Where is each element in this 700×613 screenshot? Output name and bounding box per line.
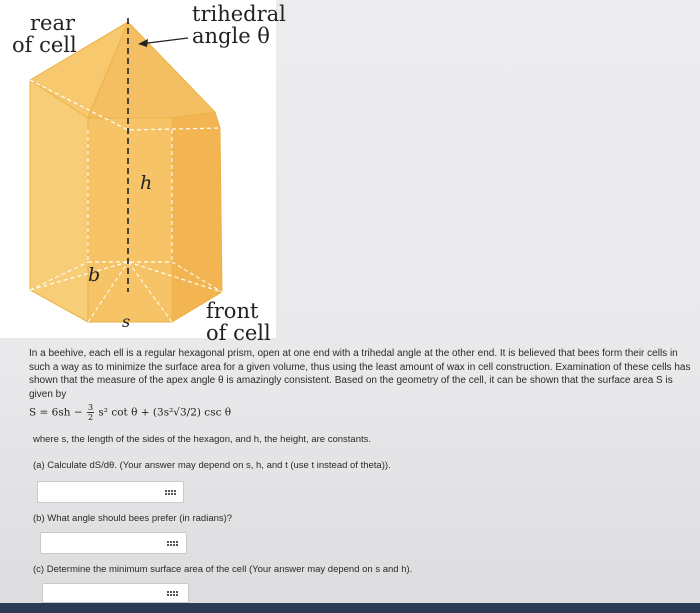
trihedral-label-line1: trihedral — [192, 2, 286, 26]
front-label-line2: of cell — [206, 321, 271, 345]
fraction-numerator: 3 — [87, 403, 94, 412]
keyboard-icon[interactable] — [167, 539, 179, 548]
trihedral-label-line2: angle θ — [192, 24, 270, 48]
formula-right: s² cot θ + (3s²√3/2) csc θ — [98, 406, 232, 419]
b-variable: b — [88, 264, 101, 286]
side-variable: s — [122, 312, 131, 331]
keyboard-icon[interactable] — [165, 488, 177, 497]
part-c-question: (c) Determine the minimum surface area of the cell (Your answer may depend on s and h). — [33, 564, 413, 575]
front-label — [206, 300, 271, 344]
part-a-answer-input[interactable] — [37, 481, 184, 503]
part-b-answer-input[interactable] — [40, 532, 187, 554]
surface-area-formula — [29, 403, 231, 422]
formula-left: S = 6sh − — [29, 406, 83, 419]
part-c-answer-input[interactable] — [42, 583, 189, 603]
trihedral-label — [192, 3, 286, 47]
front-label-line1: front — [206, 299, 259, 323]
rear-label — [12, 11, 77, 57]
bottom-bar — [0, 603, 700, 613]
rear-label-line1: rear — [30, 11, 76, 35]
rear-label-line2: of cell — [12, 33, 77, 57]
part-b-question: (b) What angle should bees prefer (in radians)? — [33, 513, 233, 524]
formula-fraction — [87, 403, 94, 422]
where-text: where s, the length of the sides of the hexagon, and h, the height, are constants. — [33, 434, 372, 445]
keyboard-icon[interactable] — [167, 589, 179, 598]
fraction-denominator: 2 — [87, 413, 94, 422]
part-a-question: (a) Calculate dS/dθ. (Your answer may depend on s, h, and t (use t instead of theta)). — [33, 460, 391, 471]
beehive-cell-figure — [0, 0, 286, 345]
problem-intro: In a beehive, each ell is a regular hexagonal prism, open at one end with a trihedal angle at the other end. It is believed that bees form their cells in such a way as to minimize the surface area for a given volume, thus using the least amount of wax in cell construction. Examination of these cells has shown that the measure of the apex angle θ is amazingly consistent. Based on the geometry of the cell, it can be shown that the surface area S is given by — [29, 348, 691, 400]
height-variable: h — [140, 172, 153, 194]
